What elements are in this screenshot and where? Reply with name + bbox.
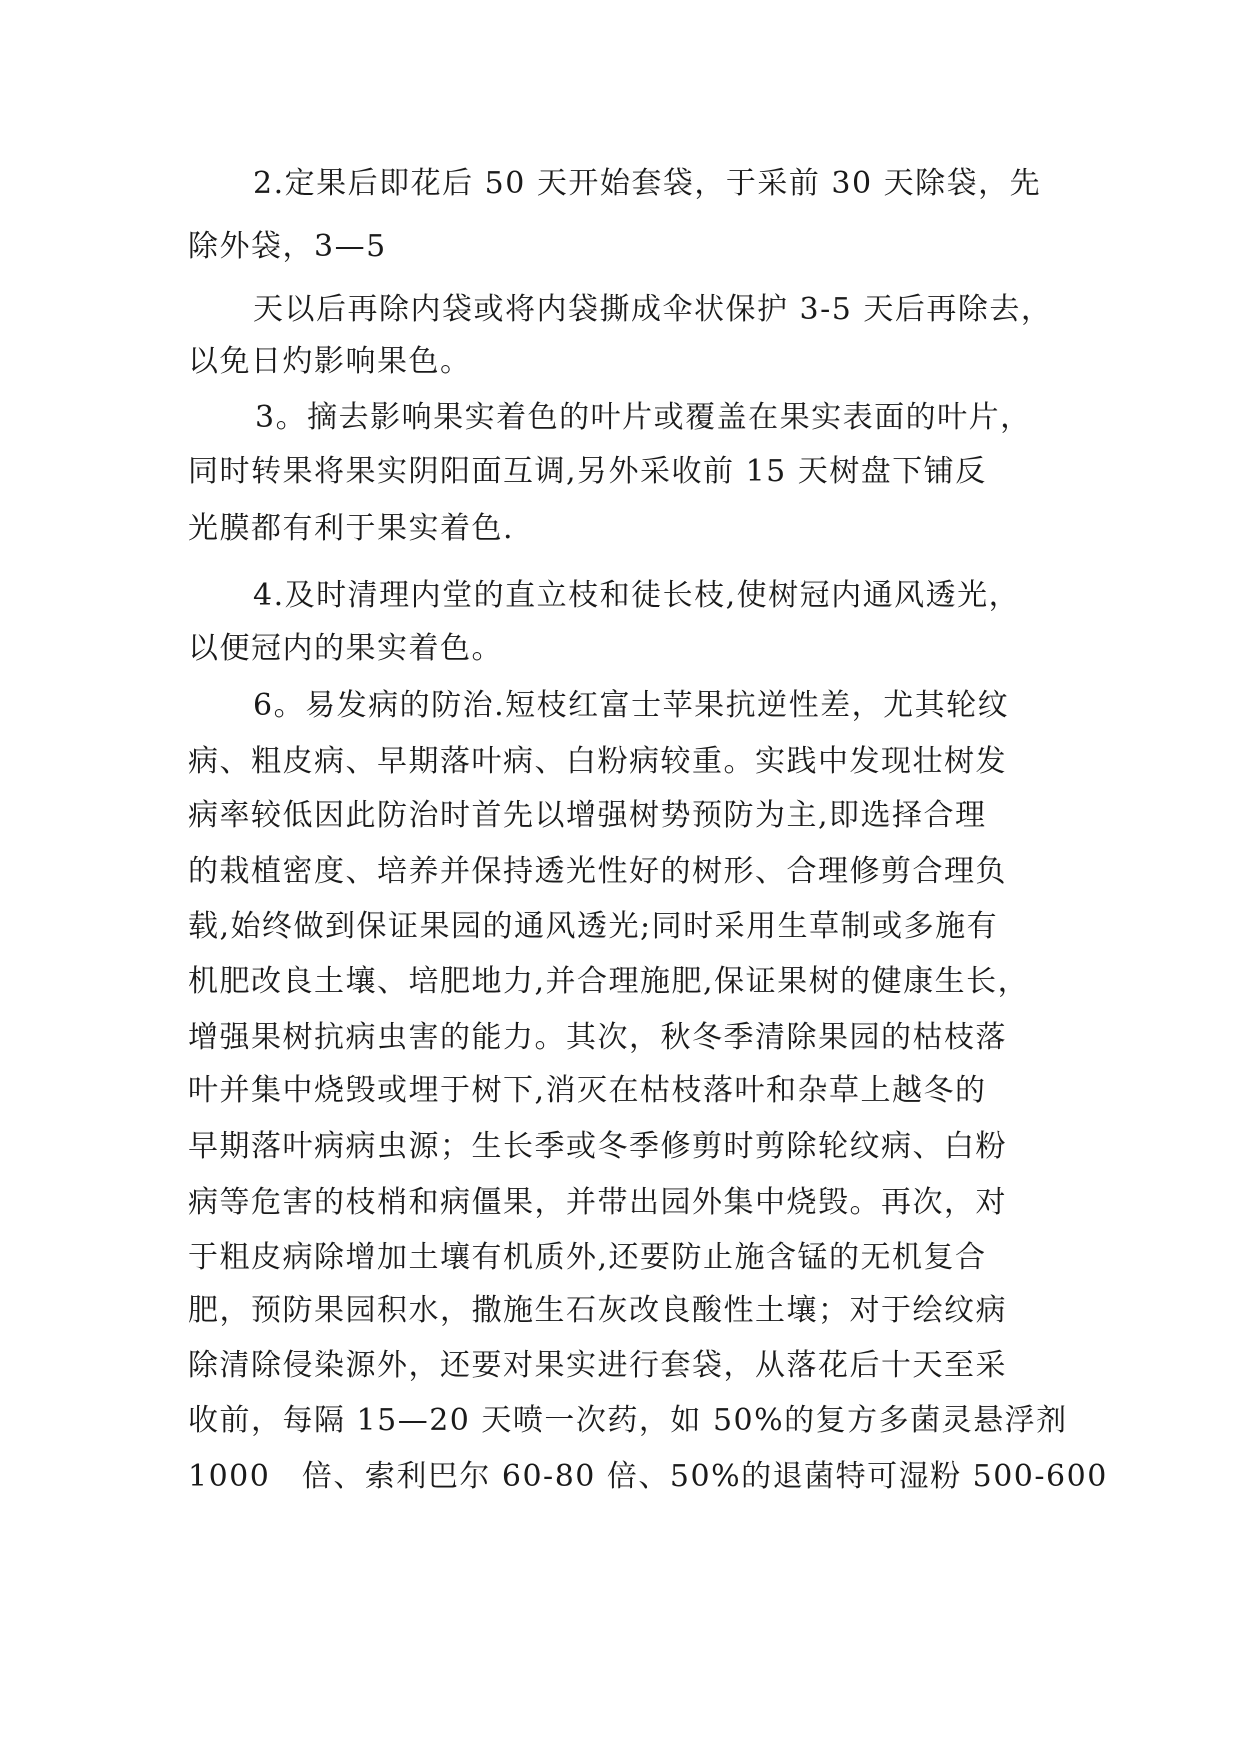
text-line-5: 3。摘去影响果实着色的叶片或覆盖在果实表面的叶片， xyxy=(255,400,1032,435)
text-line-13: 的栽植密度、培养并保持透光性好的树形、合理修剪合理负 xyxy=(188,854,1007,889)
text-line-12: 病率较低因此防治时首先以增强树势预防为主,即选择合理 xyxy=(188,798,987,833)
text-line-4: 以免日灼影响果色。 xyxy=(188,344,472,379)
text-line-21: 肥，预防果园积水，撒施生石灰改良酸性土壤；对于绘纹病 xyxy=(188,1293,1007,1328)
text-line-11: 病、粗皮病、早期落叶病、白粉病较重。实践中发现壮树发 xyxy=(188,744,1007,779)
text-line-23: 收前，每隔 15—20 天喷一次药，如 50%的复方多菌灵悬浮剂 xyxy=(188,1403,1068,1438)
text-line-22: 除清除侵染源外，还要对果实进行套袋，从落花后十天至采 xyxy=(188,1348,1007,1383)
text-line-24: 1000 倍、索利巴尔 60-80 倍、50%的退菌特可湿粉 500-600 xyxy=(188,1459,1108,1494)
text-line-14: 载,始终做到保证果园的通风透光;同时采用生草制或多施有 xyxy=(188,909,999,944)
text-line-6: 同时转果将果实阴阳面互调,另外采收前 15 天树盘下铺反 xyxy=(188,454,987,489)
text-line-15: 机肥改良土壤、培肥地力,并合理施肥,保证果树的健康生长， xyxy=(188,964,1030,999)
text-line-3: 天以后再除内袋或将内袋撕成伞状保护 3-5 天后再除去， xyxy=(253,292,1053,327)
text-line-8: 4.及时清理内堂的直立枝和徒长枝,使树冠内通风透光， xyxy=(253,578,1021,613)
text-line-17: 叶并集中烧毁或埋于树下,消灭在枯枝落叶和杂草上越冬的 xyxy=(188,1073,987,1108)
text-line-7: 光膜都有利于果实着色. xyxy=(188,511,515,546)
text-line-20: 于粗皮病除增加土壤有机质外,还要防止施含锰的无机复合 xyxy=(188,1240,987,1275)
text-line-19: 病等危害的枝梢和病僵果，并带出园外集中烧毁。再次，对 xyxy=(188,1185,1007,1220)
text-line-2: 除外袋，3—5 xyxy=(188,229,387,264)
text-line-16: 增强果树抗病虫害的能力。其次，秋冬季清除果园的枯枝落 xyxy=(188,1020,1007,1055)
text-line-9: 以便冠内的果实着色。 xyxy=(188,631,503,666)
text-line-10: 6。易发病的防治.短枝红富士苹果抗逆性差，尤其轮纹 xyxy=(253,688,1010,723)
text-line-1: 2.定果后即花后 50 天开始套袋，于采前 30 天除袋，先 xyxy=(253,166,1042,201)
text-line-18: 早期落叶病病虫源；生长季或冬季修剪时剪除轮纹病、白粉 xyxy=(188,1129,1007,1164)
